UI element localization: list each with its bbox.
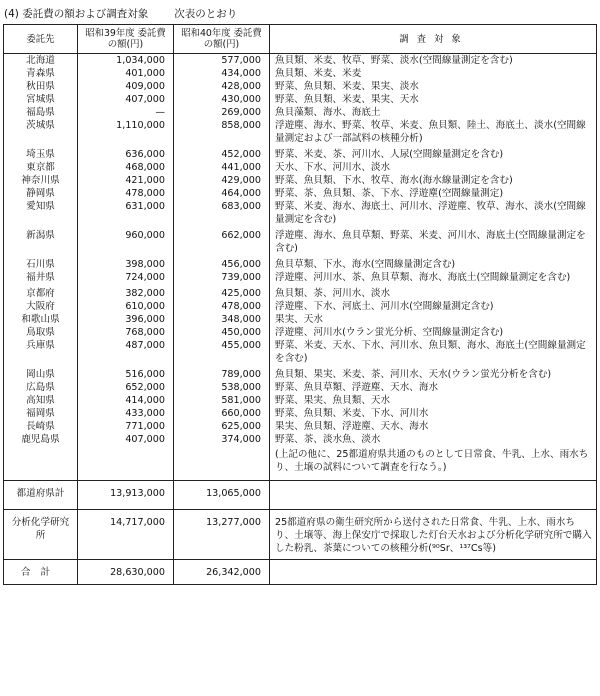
table-header-row (4, 25, 597, 54)
row-target: 野菜、魚貝草類、浮遊塵、天水、海水 (275, 382, 439, 393)
table-row (4, 381, 597, 394)
row-fy39: 478,000 (78, 187, 174, 200)
header-target: 調査対象 (270, 25, 597, 54)
table-row (4, 284, 597, 300)
row-fy40: 538,000 (174, 381, 270, 394)
subtotal-fy39: 13,913,000 (78, 481, 174, 510)
section-title: (4) 委託費の額および調査対象 (4, 8, 149, 20)
budget-table (3, 24, 597, 585)
subtotal-label: 都道府県計 (4, 481, 78, 510)
grand-total-label: 合計 (4, 560, 78, 585)
row-target: 浮遊塵、海水、野菜、牧草、米麦、魚貝類、陸土、海底土、淡水(空間線量測定および一部試料の核種分析) (275, 120, 586, 144)
row-target: 野菜、魚貝類、下水、牧草、海水(海水線量測定を含む) (275, 175, 513, 186)
section-note: 次表のとおり (174, 8, 238, 20)
row-fy40: 789,000 (174, 365, 270, 381)
row-fy40: 455,000 (174, 339, 270, 365)
row-target: 果実、天水 (275, 314, 323, 325)
row-fy39: 771,000 (78, 420, 174, 433)
row-contractor: 広島県 (4, 381, 78, 394)
row-contractor: 京都府 (4, 284, 78, 300)
table-row (4, 420, 597, 433)
row-fy40: 450,000 (174, 326, 270, 339)
row-fy40: 660,000 (174, 407, 270, 420)
row-fy39: 636,000 (78, 145, 174, 161)
row-fy39: 960,000 (78, 226, 174, 255)
row-fy39: 468,000 (78, 161, 174, 174)
table-row (4, 174, 597, 187)
row-contractor: 愛知県 (4, 200, 78, 226)
row-target: 浮遊塵、河川水、茶、魚貝草類、海水、海底土(空間線量測定を含む) (275, 272, 571, 283)
table-row (4, 255, 597, 271)
row-fy40: 452,000 (174, 145, 270, 161)
row-target: 野菜、茶、魚貝類、茶、下水、浮遊塵(空間線量測定) (275, 188, 504, 199)
row-contractor: 秋田県 (4, 80, 78, 93)
row-target: 野菜、魚貝類、米麦、下水、河川水 (275, 408, 429, 419)
table-row (4, 300, 597, 313)
row-target: 野菜、果実、魚貝類、天水 (275, 395, 391, 406)
row-contractor: 岡山県 (4, 365, 78, 381)
row-fy39: 1,110,000 (78, 119, 174, 145)
table-row (4, 313, 597, 326)
row-target: 魚貝藻類、海水、海底土 (275, 107, 381, 118)
row-fy39: 421,000 (78, 174, 174, 187)
table-body (4, 54, 597, 447)
row-contractor: 福井県 (4, 271, 78, 284)
row-fy40: 348,000 (174, 313, 270, 326)
row-target: 浮遊塵、下水、河底土、河川水(空間線量測定含む) (275, 301, 494, 312)
row-fy39: 382,000 (78, 284, 174, 300)
institute-fy39: 14,717,000 (78, 510, 174, 560)
table-row (4, 271, 597, 284)
row-fy39: 398,000 (78, 255, 174, 271)
table-row (4, 187, 597, 200)
row-fy39: — (78, 106, 174, 119)
table-row (4, 326, 597, 339)
footnote: (上記の他に、25都道府県共通のものとして日常食、牛乳、上水、雨水ちり、土壌の試料について調査を行なう。) (275, 449, 589, 473)
row-fy40: 441,000 (174, 161, 270, 174)
row-fy40: 625,000 (174, 420, 270, 433)
institute-row (4, 510, 597, 560)
row-contractor: 福島県 (4, 106, 78, 119)
row-contractor: 兵庫県 (4, 339, 78, 365)
row-fy39: 1,034,000 (78, 54, 174, 68)
row-fy40: 577,000 (174, 54, 270, 68)
row-target: 浮遊塵、海水、魚貝草類、野菜、米麦、河川水、海底土(空間線量測定を含む) (275, 230, 586, 254)
table-row (4, 407, 597, 420)
row-contractor: 和歌山県 (4, 313, 78, 326)
header-fy40: 昭和40年度 委託費の額(円) (174, 25, 270, 54)
row-target: 野菜、魚貝類、米麦、果実、淡水 (275, 81, 419, 92)
table-row (4, 145, 597, 161)
table-row (4, 365, 597, 381)
section-heading (4, 6, 237, 21)
table-row (4, 54, 597, 68)
table-row (4, 433, 597, 446)
footnote-row (4, 446, 597, 481)
row-fy40: 429,000 (174, 174, 270, 187)
row-fy40: 428,000 (174, 80, 270, 93)
table-row (4, 106, 597, 119)
row-fy40: 683,000 (174, 200, 270, 226)
row-contractor: 石川県 (4, 255, 78, 271)
row-fy39: 414,000 (78, 394, 174, 407)
grand-total-fy39: 28,630,000 (78, 560, 174, 585)
row-target: 魚貝類、茶、河川水、淡水 (275, 288, 391, 299)
table-row (4, 67, 597, 80)
row-fy40: 430,000 (174, 93, 270, 106)
row-fy39: 652,000 (78, 381, 174, 394)
row-target: 魚貝類、米麦、牧草、野菜、淡水(空間線量測定を含む) (275, 55, 513, 66)
row-contractor: 東京都 (4, 161, 78, 174)
row-target: 野菜、魚貝類、米麦、果実、天水 (275, 94, 419, 105)
row-fy39: 516,000 (78, 365, 174, 381)
row-fy40: 662,000 (174, 226, 270, 255)
row-target: 天水、下水、河川水、淡水 (275, 162, 391, 173)
row-fy39: 409,000 (78, 80, 174, 93)
table-row (4, 119, 597, 145)
row-target: 野菜、米麦、天水、下水、河川水、魚貝類、海水、海底土(空間線量測定を含む) (275, 340, 586, 364)
row-fy40: 858,000 (174, 119, 270, 145)
grand-total-row (4, 560, 597, 585)
row-fy39: 724,000 (78, 271, 174, 284)
institute-fy40: 13,277,000 (174, 510, 270, 560)
row-fy40: 456,000 (174, 255, 270, 271)
table-row (4, 200, 597, 226)
row-fy40: 425,000 (174, 284, 270, 300)
row-contractor: 高知県 (4, 394, 78, 407)
row-fy40: 581,000 (174, 394, 270, 407)
row-fy39: 407,000 (78, 433, 174, 446)
row-fy39: 396,000 (78, 313, 174, 326)
row-contractor: 福岡県 (4, 407, 78, 420)
row-contractor: 新潟県 (4, 226, 78, 255)
row-contractor: 北海道 (4, 54, 78, 68)
header-fy39: 昭和39年度 委託費の額(円) (78, 25, 174, 54)
table-row (4, 80, 597, 93)
row-target: 野菜、米麦、海水、海底土、河川水、浮遊塵、牧草、海水、淡水(空間線量測定を含む) (275, 201, 586, 225)
row-fy39: 433,000 (78, 407, 174, 420)
row-fy40: 478,000 (174, 300, 270, 313)
row-fy40: 374,000 (174, 433, 270, 446)
row-contractor: 神奈川県 (4, 174, 78, 187)
row-contractor: 茨城県 (4, 119, 78, 145)
row-contractor: 長崎県 (4, 420, 78, 433)
row-fy40: 464,000 (174, 187, 270, 200)
grand-total-fy40: 26,342,000 (174, 560, 270, 585)
row-fy40: 269,000 (174, 106, 270, 119)
row-contractor: 宮城県 (4, 93, 78, 106)
row-contractor: 静岡県 (4, 187, 78, 200)
row-target: 魚貝類、米麦、米麦 (275, 68, 362, 79)
row-contractor: 埼玉県 (4, 145, 78, 161)
header-contractor: 委託先 (4, 25, 78, 54)
row-target: 浮遊塵、河川水(ウラン蛍光分析、空間線量測定含む) (275, 327, 504, 338)
row-fy39: 610,000 (78, 300, 174, 313)
row-contractor: 大阪府 (4, 300, 78, 313)
subtotal-fy40: 13,065,000 (174, 481, 270, 510)
row-target: 野菜、茶、淡水魚、淡水 (275, 434, 381, 445)
row-fy40: 739,000 (174, 271, 270, 284)
row-fy39: 487,000 (78, 339, 174, 365)
subtotal-row (4, 481, 597, 510)
row-contractor: 鹿児島県 (4, 433, 78, 446)
table-row (4, 161, 597, 174)
row-fy40: 434,000 (174, 67, 270, 80)
row-target: 魚貝草類、下水、海水(空間線量測定含む) (275, 259, 456, 270)
row-fy39: 401,000 (78, 67, 174, 80)
row-fy39: 631,000 (78, 200, 174, 226)
table-row (4, 339, 597, 365)
table-row (4, 226, 597, 255)
row-target: 魚貝類、果実、米麦、茶、河川水、天水(ウラン蛍光分析を含む) (275, 369, 552, 380)
row-fy39: 407,000 (78, 93, 174, 106)
row-fy39: 768,000 (78, 326, 174, 339)
row-target: 果実、魚貝類、浮遊塵、天水、海水 (275, 421, 429, 432)
table-row (4, 93, 597, 106)
row-contractor: 鳥取県 (4, 326, 78, 339)
institute-label: 分析化学研究所 (4, 510, 78, 560)
row-contractor: 青森県 (4, 67, 78, 80)
institute-target: 25都道府県の衛生研究所から送付された日常食、牛乳、上水、雨水ちり、土壌等、海上保安庁で採取した灯台天水および分析化学研究所で購入した粉乳、茶葉についての核種分析(⁹⁰Sr、¹³⁷Cs等) (270, 510, 597, 560)
table-row (4, 394, 597, 407)
row-target: 野菜、米麦、茶、河川水、人尿(空間線量測定を含む) (275, 149, 504, 160)
